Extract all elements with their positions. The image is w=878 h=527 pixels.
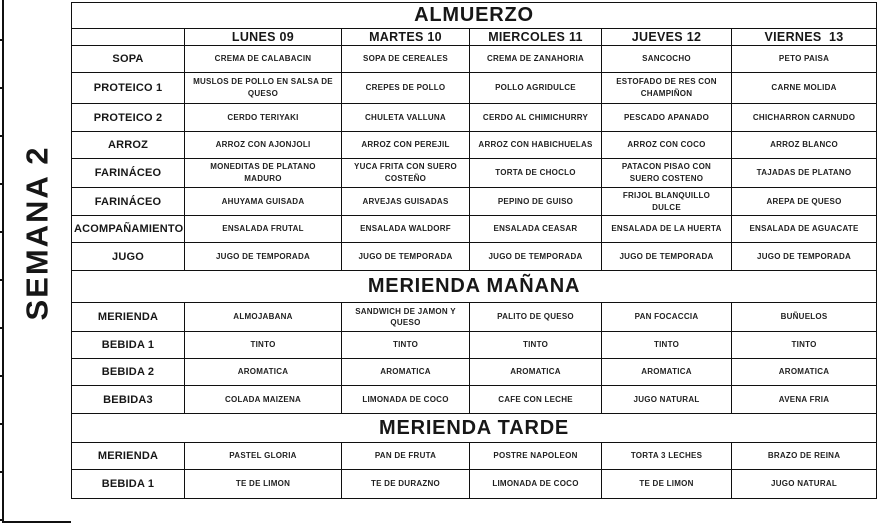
menu-cell: MUSLOS DE POLLO EN SALSA DE QUESO <box>185 73 342 104</box>
menu-cell: TORTA DE CHOCLO <box>470 159 602 188</box>
menu-cell: LIMONADA DE COCO <box>342 386 470 414</box>
table-row-jugo <box>72 243 877 271</box>
table-row-acompanamiento <box>72 216 877 243</box>
menu-cell: CREPES DE POLLO <box>342 73 470 104</box>
table-row-bebida-2-manana <box>72 359 877 386</box>
menu-cell: ENSALADA DE AGUACATE <box>732 216 877 243</box>
menu-cell: PEPINO DE GUISO <box>470 188 602 216</box>
table-row-farinaceo-1 <box>72 159 877 188</box>
menu-cell: AREPA DE QUESO <box>732 188 877 216</box>
row-label: ACOMPAÑAMIENTO <box>72 216 185 243</box>
menu-cell: TE DE DURAZNO <box>342 470 470 499</box>
menu-cell: CHICHARRON CARNUDO <box>732 104 877 132</box>
menu-cell: PESCADO APANADO <box>602 104 732 132</box>
menu-cell: POSTRE NAPOLEON <box>470 443 602 470</box>
row-label: BEBIDA 1 <box>72 470 185 499</box>
row-label: JUGO <box>72 243 185 271</box>
menu-cell: CARNE MOLIDA <box>732 73 877 104</box>
menu-cell: ARVEJAS GUISADAS <box>342 188 470 216</box>
menu-cell: SOPA DE CEREALES <box>342 46 470 73</box>
table-row-bebida-3-manana <box>72 386 877 414</box>
menu-cell: CERDO TERIYAKI <box>185 104 342 132</box>
week-label: SEMANA 2 <box>19 144 55 321</box>
table-row-proteico-1 <box>72 73 877 104</box>
menu-cell: TINTO <box>185 332 342 359</box>
menu-cell: AHUYAMA GUISADA <box>185 188 342 216</box>
menu-cell: CREMA DE ZANAHORIA <box>470 46 602 73</box>
menu-cell: AROMATICA <box>602 359 732 386</box>
row-label: FARINÁCEO <box>72 159 185 188</box>
row-label: PROTEICO 1 <box>72 73 185 104</box>
morning-snack-title: MERIENDA MAÑANA <box>72 271 877 303</box>
table-row-bebida-1-manana <box>72 332 877 359</box>
week-sidebar <box>2 0 71 523</box>
menu-cell: PAN DE FRUTA <box>342 443 470 470</box>
day-header-viernes: VIERNES 13 <box>732 29 877 46</box>
table-row-merienda-manana <box>72 303 877 332</box>
menu-cell: JUGO DE TEMPORADA <box>602 243 732 271</box>
row-label: MERIENDA <box>72 303 185 332</box>
menu-cell: AROMATICA <box>342 359 470 386</box>
menu-cell: TINTO <box>342 332 470 359</box>
row-label: SOPA <box>72 46 185 73</box>
day-header-miercoles: MIERCOLES 11 <box>470 29 602 46</box>
menu-cell: FRIJOL BLANQUILLO DULCE <box>602 188 732 216</box>
menu-cell: SANCOCHO <box>602 46 732 73</box>
row-label: FARINÁCEO <box>72 188 185 216</box>
menu-cell: AVENA FRIA <box>732 386 877 414</box>
table-row-sopa <box>72 46 877 73</box>
day-header-martes: MARTES 10 <box>342 29 470 46</box>
menu-cell: ARROZ BLANCO <box>732 132 877 159</box>
afternoon-snack-title: MERIENDA TARDE <box>72 414 877 443</box>
menu-cell: CREMA DE CALABACIN <box>185 46 342 73</box>
table-row-farinaceo-2 <box>72 188 877 216</box>
afternoon-snack-banner-row <box>72 414 877 443</box>
menu-table <box>71 2 877 499</box>
lunch-title: ALMUERZO <box>72 3 877 29</box>
menu-cell: TINTO <box>470 332 602 359</box>
row-label: BEBIDA 1 <box>72 332 185 359</box>
menu-cell: TINTO <box>732 332 877 359</box>
menu-cell: JUGO DE TEMPORADA <box>342 243 470 271</box>
menu-cell: TAJADAS DE PLATANO <box>732 159 877 188</box>
table-row-arroz <box>72 132 877 159</box>
menu-cell: BRAZO DE REINA <box>732 443 877 470</box>
menu-cell: ENSALADA CEASAR <box>470 216 602 243</box>
lunch-banner-row <box>72 3 877 29</box>
menu-cell: TINTO <box>602 332 732 359</box>
menu-cell: ARROZ CON HABICHUELAS <box>470 132 602 159</box>
menu-cell: CERDO AL CHIMICHURRY <box>470 104 602 132</box>
day-header-lunes: LUNES 09 <box>185 29 342 46</box>
table-row-merienda-tarde <box>72 443 877 470</box>
menu-cell: JUGO NATURAL <box>602 386 732 414</box>
row-label: MERIENDA <box>72 443 185 470</box>
menu-cell: SANDWICH DE JAMON Y QUESO <box>342 303 470 332</box>
menu-cell: JUGO DE TEMPORADA <box>732 243 877 271</box>
menu-cell: PASTEL GLORIA <box>185 443 342 470</box>
menu-cell: AROMATICA <box>470 359 602 386</box>
menu-cell: ESTOFADO DE RES CON CHAMPIÑON <box>602 73 732 104</box>
menu-cell: JUGO DE TEMPORADA <box>470 243 602 271</box>
menu-cell: CHULETA VALLUNA <box>342 104 470 132</box>
menu-cell: BUÑUELOS <box>732 303 877 332</box>
menu-cell: MONEDITAS DE PLATANO MADURO <box>185 159 342 188</box>
row-label: ARROZ <box>72 132 185 159</box>
menu-cell: PATACON PISAO CON SUERO COSTENO <box>602 159 732 188</box>
table-row-bebida-1-tarde <box>72 470 877 499</box>
morning-snack-banner-row <box>72 271 877 303</box>
menu-cell: ARROZ CON COCO <box>602 132 732 159</box>
menu-cell: YUCA FRITA CON SUERO COSTEÑO <box>342 159 470 188</box>
menu-cell: AROMATICA <box>185 359 342 386</box>
menu-cell: CAFE CON LECHE <box>470 386 602 414</box>
menu-cell: TE DE LIMON <box>602 470 732 499</box>
menu-cell: ENSALADA FRUTAL <box>185 216 342 243</box>
menu-cell: PAN FOCACCIA <box>602 303 732 332</box>
day-header-row <box>72 29 877 46</box>
menu-cell: PALITO DE QUESO <box>470 303 602 332</box>
menu-cell: POLLO AGRIDULCE <box>470 73 602 104</box>
menu-cell: JUGO NATURAL <box>732 470 877 499</box>
menu-cell: ARROZ CON AJONJOLI <box>185 132 342 159</box>
menu-cell: ENSALADA WALDORF <box>342 216 470 243</box>
row-label: BEBIDA3 <box>72 386 185 414</box>
menu-cell: ARROZ CON PEREJIL <box>342 132 470 159</box>
menu-cell: COLADA MAIZENA <box>185 386 342 414</box>
table-row-proteico-2 <box>72 104 877 132</box>
row-label: BEBIDA 2 <box>72 359 185 386</box>
menu-cell: LIMONADA DE COCO <box>470 470 602 499</box>
menu-cell: TE DE LIMON <box>185 470 342 499</box>
day-header-empty-cell <box>72 29 185 46</box>
day-header-jueves: JUEVES 12 <box>602 29 732 46</box>
menu-cell: ENSALADA DE LA HUERTA <box>602 216 732 243</box>
menu-cell: TORTA 3 LECHES <box>602 443 732 470</box>
menu-cell: AROMATICA <box>732 359 877 386</box>
row-label: PROTEICO 2 <box>72 104 185 132</box>
menu-cell: PETO PAISA <box>732 46 877 73</box>
menu-cell: ALMOJABANA <box>185 303 342 332</box>
menu-cell: JUGO DE TEMPORADA <box>185 243 342 271</box>
